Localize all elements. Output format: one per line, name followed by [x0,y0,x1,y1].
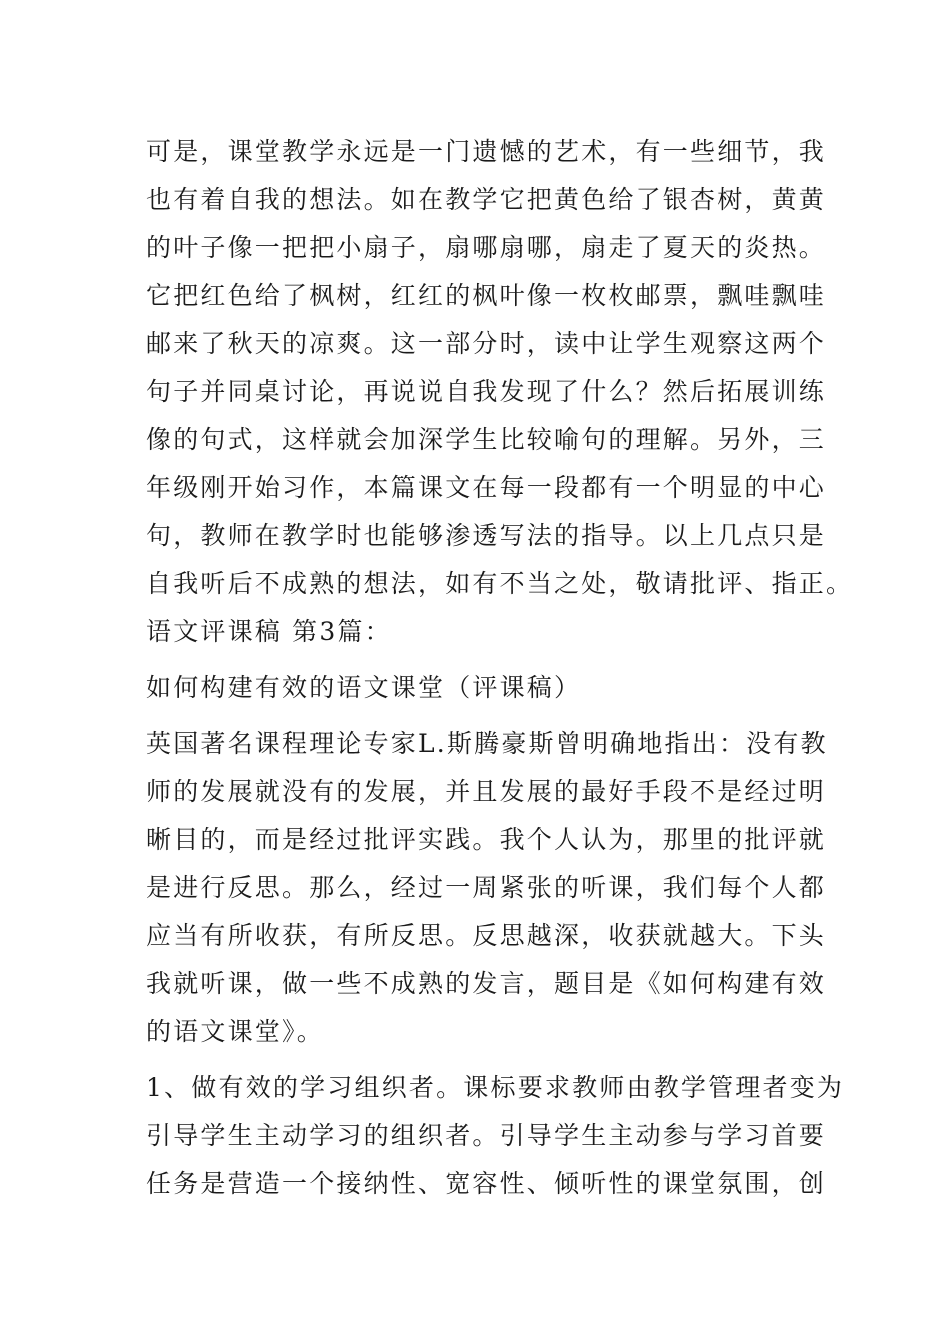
text-line: 晰目的，而是经过批评实践。我个人认为，那里的批评就 [146,825,827,854]
paragraph-2 [146,720,828,1056]
text-line: 它把红色给了枫树，红红的枫叶像一枚枚邮票，飘哇飘哇 [146,281,827,310]
document-body [146,128,854,1208]
paragraph-1 [146,128,854,608]
text-line: 也有着自我的想法。如在教学它把黄色给了银杏树，黄黄 [146,185,827,214]
text-line: 英国著名课程理论专家L.斯腾豪斯曾明确地指出：没有教 [146,729,828,758]
text-line: 年级刚开始习作，本篇课文在每一段都有一个明显的中心 [146,473,827,502]
text-line: 应当有所收获，有所反思。反思越深，收获就越大。下头 [146,921,827,950]
text-line: 师的发展就没有的发展，并且发展的最好手段不是经过明 [146,777,827,806]
text-line: 的叶子像一把把小扇子，扇哪扇哪，扇走了夏天的炎热。 [146,233,827,262]
text-line: 句，教师在教学时也能够渗透写法的指导。以上几点只是 [146,521,827,550]
text-line: 句子并同桌讨论，再说说自我发现了什么？然后拓展训练 [146,377,827,406]
text-line: 任务是营造一个接纳性、宽容性、倾听性的课堂氛围，创 [146,1169,827,1198]
text-line: 自我听后不成熟的想法，如有不当之处，敬请批评、指正。 [146,569,854,598]
text-line: 1、做有效的学习组织者。课标要求教师由教学管理者变为 [146,1073,845,1102]
text-line: 引导学生主动学习的组织者。引导学生主动参与学习首要 [146,1121,827,1150]
text-line: 的语文课堂》。 [146,1017,324,1046]
text-line: 可是，课堂教学永远是一门遗憾的艺术，有一些细节，我 [146,137,827,166]
text-line: 像的句式，这样就会加深学生比较喻句的理解。另外，三 [146,425,827,454]
paragraph-3 [146,1064,845,1208]
article-title: 如何构建有效的语文课堂（评课稿） [146,673,582,702]
text-line: 我就听课，做一些不成熟的发言，题目是《如何构建有效 [146,969,827,998]
text-line: 是进行反思。那么，经过一周紧张的听课，我们每个人都 [146,873,827,902]
section-heading: 语文评课稿 第3篇： [146,617,392,646]
text-line: 邮来了秋天的凉爽。这一部分时，读中让学生观察这两个 [146,329,827,358]
